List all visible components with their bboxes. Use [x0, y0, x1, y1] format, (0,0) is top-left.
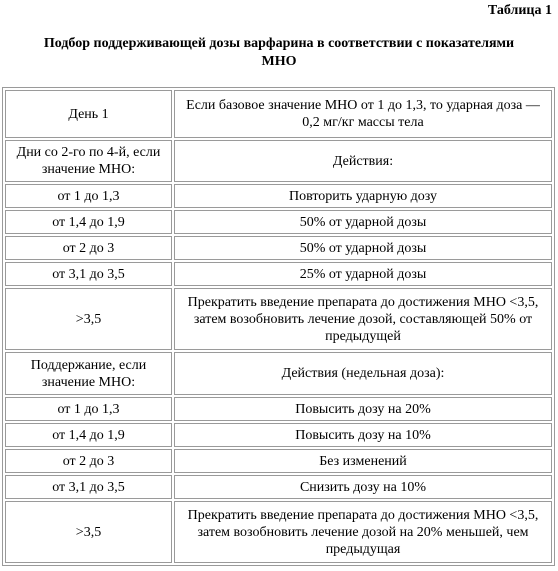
action-cell: Прекратить введение препарата до достижения МНО <3,5, затем возобновить лечение дозой на 20% меньшей, чем предыдущая [174, 501, 552, 563]
table-title-line-1: Подбор поддерживающей дозы варфарина в соответствии с показателями [43, 36, 515, 51]
table-row [5, 352, 552, 395]
condition-cell: от 3,1 до 3,5 [5, 475, 172, 499]
table-row [5, 210, 552, 234]
condition-cell: от 2 до 3 [5, 236, 172, 260]
condition-cell: от 2 до 3 [5, 449, 172, 473]
table-row [5, 449, 552, 473]
action-cell: 50% от ударной дозы [174, 236, 552, 260]
table-row [5, 262, 552, 286]
table-title [0, 35, 558, 71]
action-cell: Повысить дозу на 10% [174, 423, 552, 447]
action-cell: Повысить дозу на 20% [174, 397, 552, 421]
table-title-line-2: МНО [261, 54, 297, 69]
section-header-cell: Действия (недельная доза): [174, 352, 552, 395]
action-cell: Прекратить введение препарата до достижения МНО <3,5, затем возобновить лечение дозой, составляющей 50% от предыдущей [174, 288, 552, 350]
action-cell: Если базовое значение МНО от 1 до 1,3, то ударная доза — 0,2 мг/кг массы тела [174, 90, 552, 138]
condition-cell: от 1 до 1,3 [5, 184, 172, 208]
action-cell: 25% от ударной дозы [174, 262, 552, 286]
table-row [5, 236, 552, 260]
condition-cell: >3,5 [5, 501, 172, 563]
condition-cell: День 1 [5, 90, 172, 138]
action-cell: Повторить ударную дозу [174, 184, 552, 208]
table-row [5, 397, 552, 421]
condition-cell: от 1 до 1,3 [5, 397, 172, 421]
action-cell: 50% от ударной дозы [174, 210, 552, 234]
condition-cell: от 3,1 до 3,5 [5, 262, 172, 286]
action-cell: Без изменений [174, 449, 552, 473]
condition-cell: от 1,4 до 1,9 [5, 423, 172, 447]
section-header-cell: Действия: [174, 140, 552, 182]
table-row [5, 184, 552, 208]
action-cell: Снизить дозу на 10% [174, 475, 552, 499]
condition-cell: от 1,4 до 1,9 [5, 210, 172, 234]
table-row [5, 423, 552, 447]
table-row [5, 90, 552, 138]
section-header-cell: Дни со 2-го по 4-й, если значение МНО: [5, 140, 172, 182]
table-row [5, 475, 552, 499]
table-row [5, 501, 552, 563]
condition-cell: >3,5 [5, 288, 172, 350]
table-number-label: Таблица 1 [487, 3, 552, 18]
section-header-cell: Поддержание, если значение МНО: [5, 352, 172, 395]
table-row [5, 140, 552, 182]
warfarin-dosing-table [2, 87, 555, 566]
table-row [5, 288, 552, 350]
